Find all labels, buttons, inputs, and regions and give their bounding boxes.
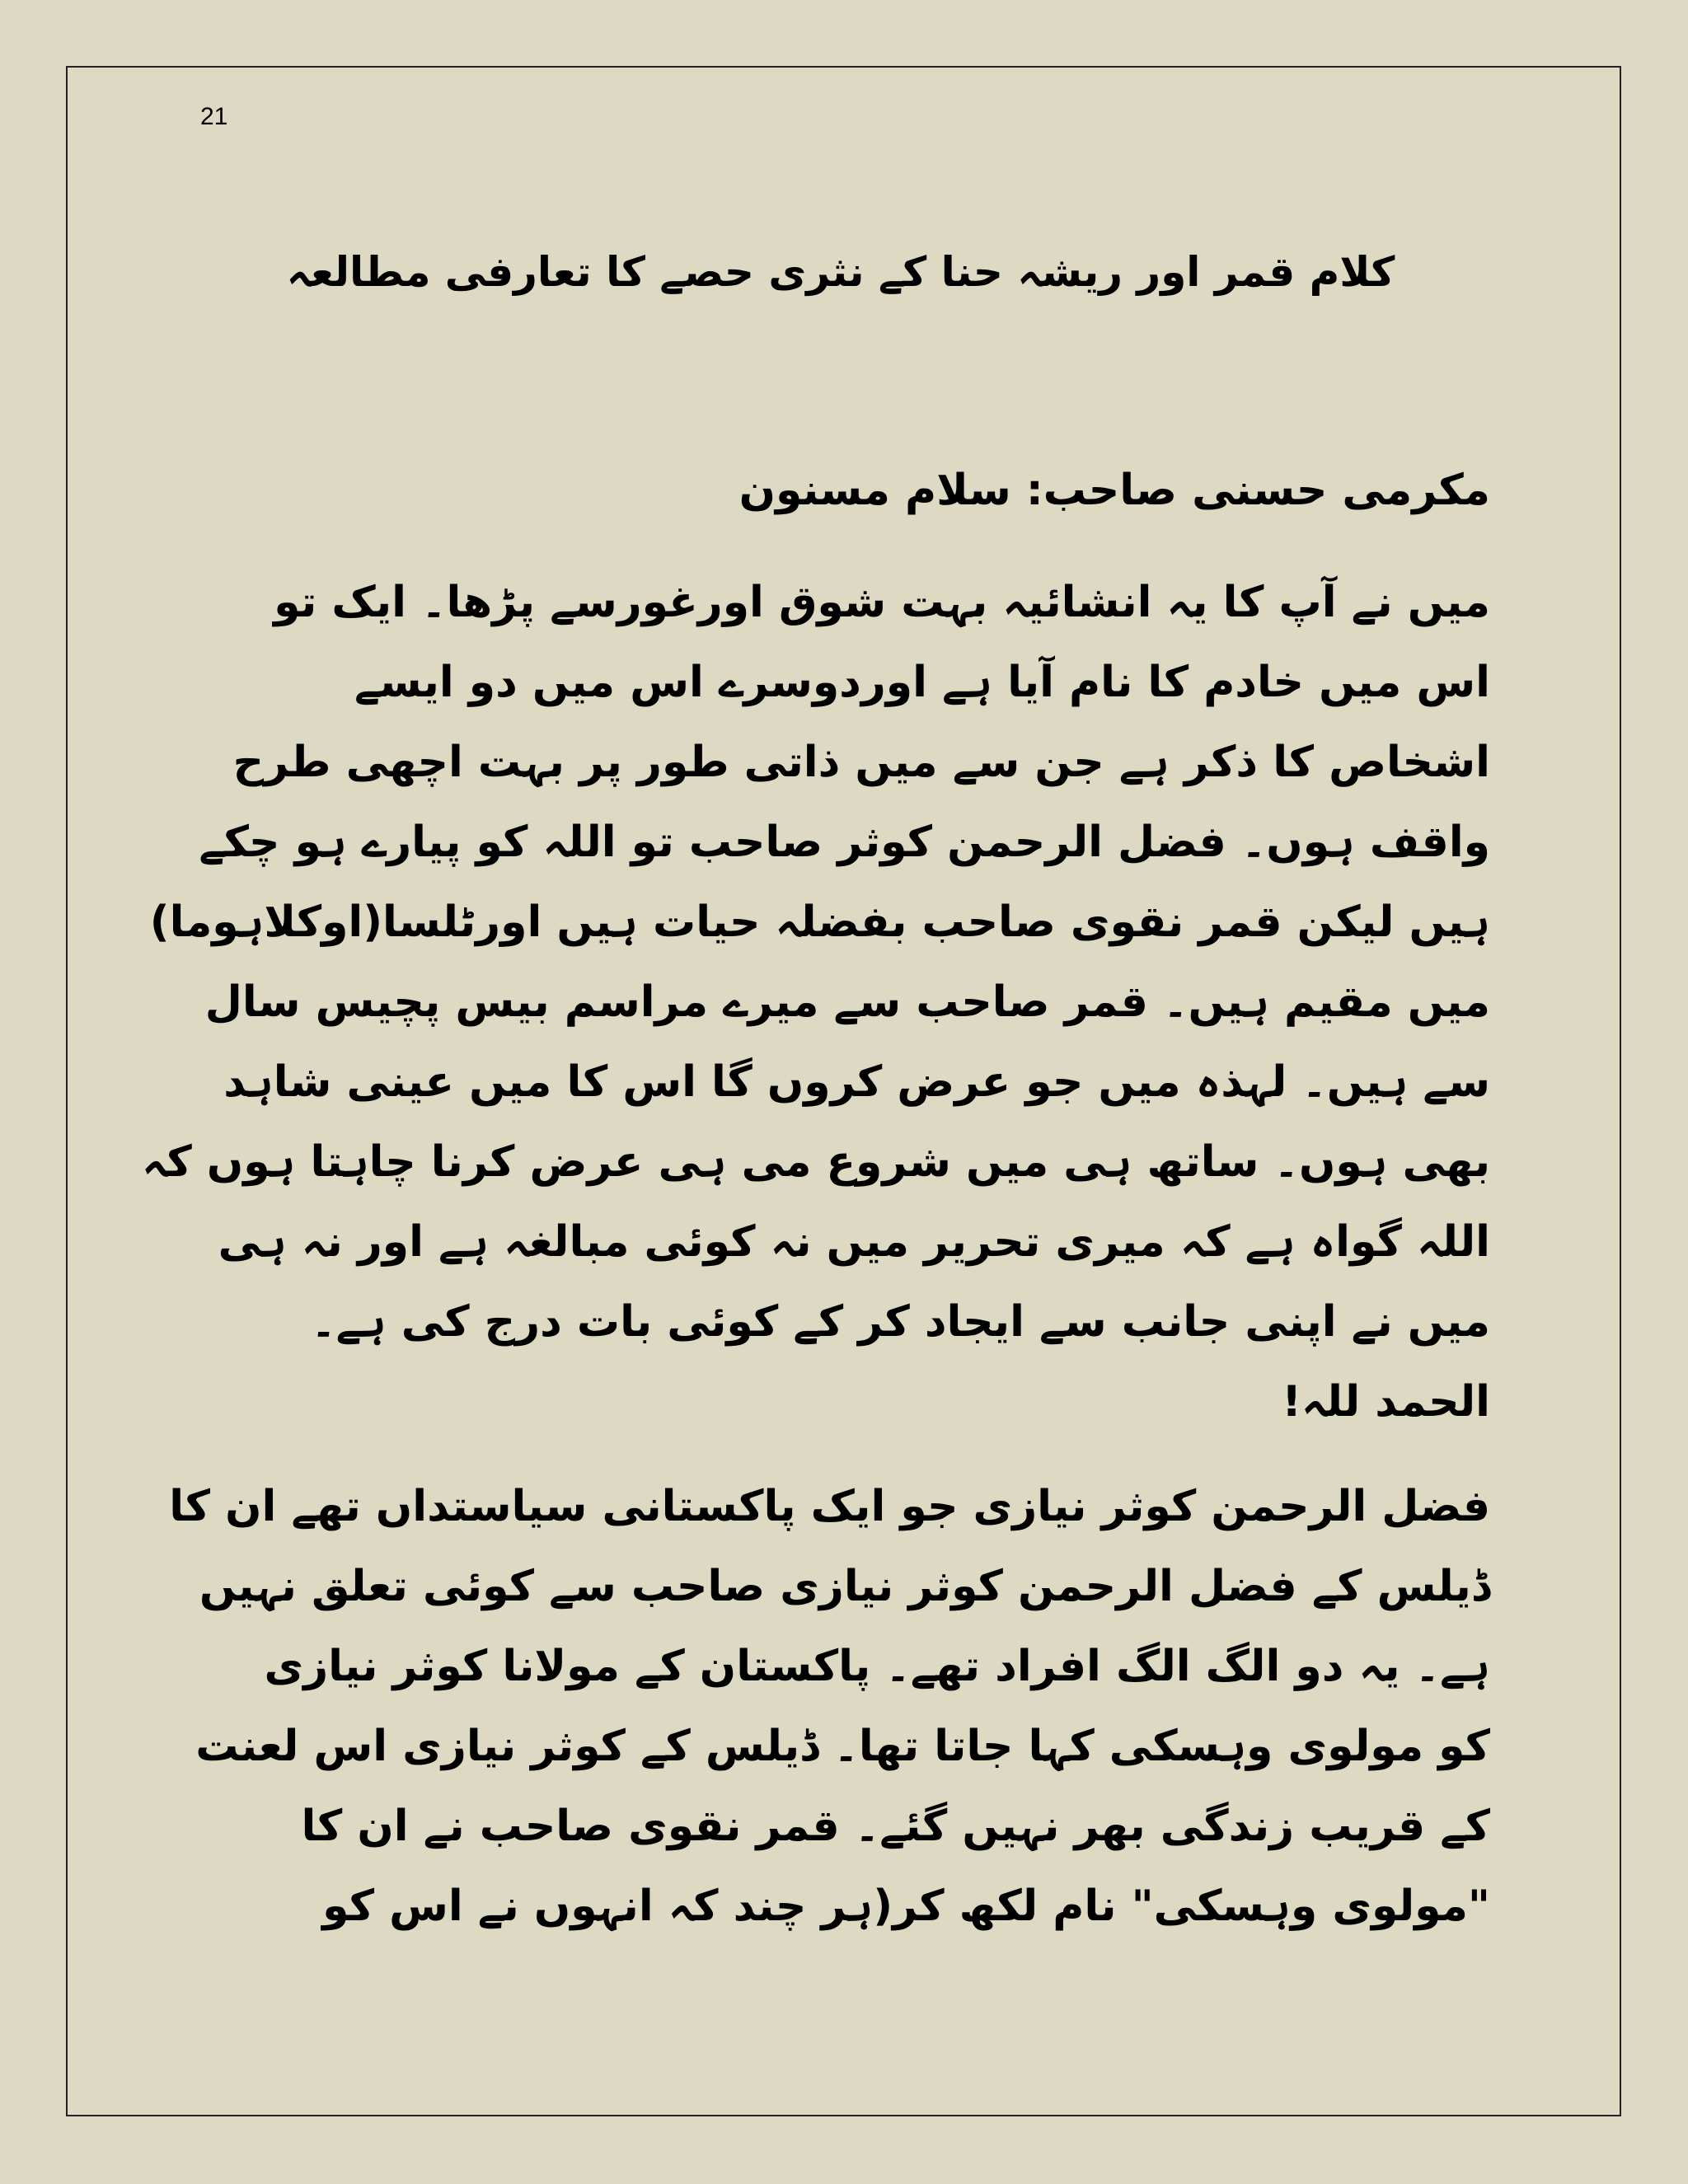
text-line: ہے۔ یہ دو الگ الگ افراد تھے۔ پاکستان کے مولانا کوثر نیازی xyxy=(264,1642,1490,1691)
text-line: اس میں خادم کا نام آیا ہے اوردوسرے اس میں دو ایسے xyxy=(354,658,1490,707)
paragraph-2 xyxy=(171,1467,1490,1947)
text-line: ڈیلس کے فضل الرحمن کوثر نیازی صاحب سے کوئی تعلق نہیں xyxy=(199,1562,1490,1611)
text-line: میں نے اپنی جانب سے ایجاد کر کے کوئی بات درج کی ہے۔ xyxy=(311,1297,1490,1347)
text-line: اللہ گواہ ہے کہ میری تحریر میں نہ کوئی مبالغہ ہے اور نہ ہی xyxy=(218,1217,1490,1267)
text-line: واقف ہوں۔ فضل الرحمن کوثر صاحب تو اللہ کو پیارے ہو چکے xyxy=(199,818,1490,867)
page-title: کلام قمر اور ریشہ حنا کے نثری حصے کا تعارفی مطالعہ xyxy=(286,248,1395,296)
text-line: میں نے آپ کا یہ انشائیہ بہت شوق اورغورسے پڑھا۔ ایک تو xyxy=(274,578,1490,627)
text-line: میں مقیم ہیں۔ قمر صاحب سے میرے مراسم بیس پچیس سال xyxy=(204,977,1490,1027)
page-number: 21 xyxy=(200,103,228,130)
text-line: بھی ہوں۔ ساتھ ہی میں شروع می ہی عرض کرنا چاہتا ہوں کہ xyxy=(142,1137,1490,1187)
text-line: سے ہیں۔ لہذہ میں جو عرض کروں گا اس کا میں عینی شاہد xyxy=(223,1057,1490,1107)
salutation: مکرمی حسنی صاحب: سلام مسنون xyxy=(738,466,1490,515)
text-line: "مولوی وہسکی" نام لکھ کر(ہر چند کہ انہوں نے اس کو xyxy=(322,1882,1490,1931)
paragraph-1 xyxy=(142,563,1490,1442)
text-line: کے قریب زندگی بھر نہیں گئے۔ قمر نقوی صاحب نے ان کا xyxy=(301,1802,1490,1851)
text-line: اشخاص کا ذکر ہے جن سے میں ذاتی طور پر بہت اچھی طرح xyxy=(232,738,1490,787)
text-line: فضل الرحمن کوثر نیازی جو ایک پاکستانی سیاستداں تھے ان کا xyxy=(169,1482,1490,1531)
text-line: الحمد للہ! xyxy=(1282,1377,1490,1427)
text-line: ہیں لیکن قمر نقوی صاحب بفضلہ حیات ہیں اورٹلسا(اوکلاہوما) xyxy=(149,898,1490,947)
text-line: کو مولوی وہسکی کہا جاتا تھا۔ ڈیلس کے کوثر نیازی اس لعنت xyxy=(195,1722,1490,1771)
